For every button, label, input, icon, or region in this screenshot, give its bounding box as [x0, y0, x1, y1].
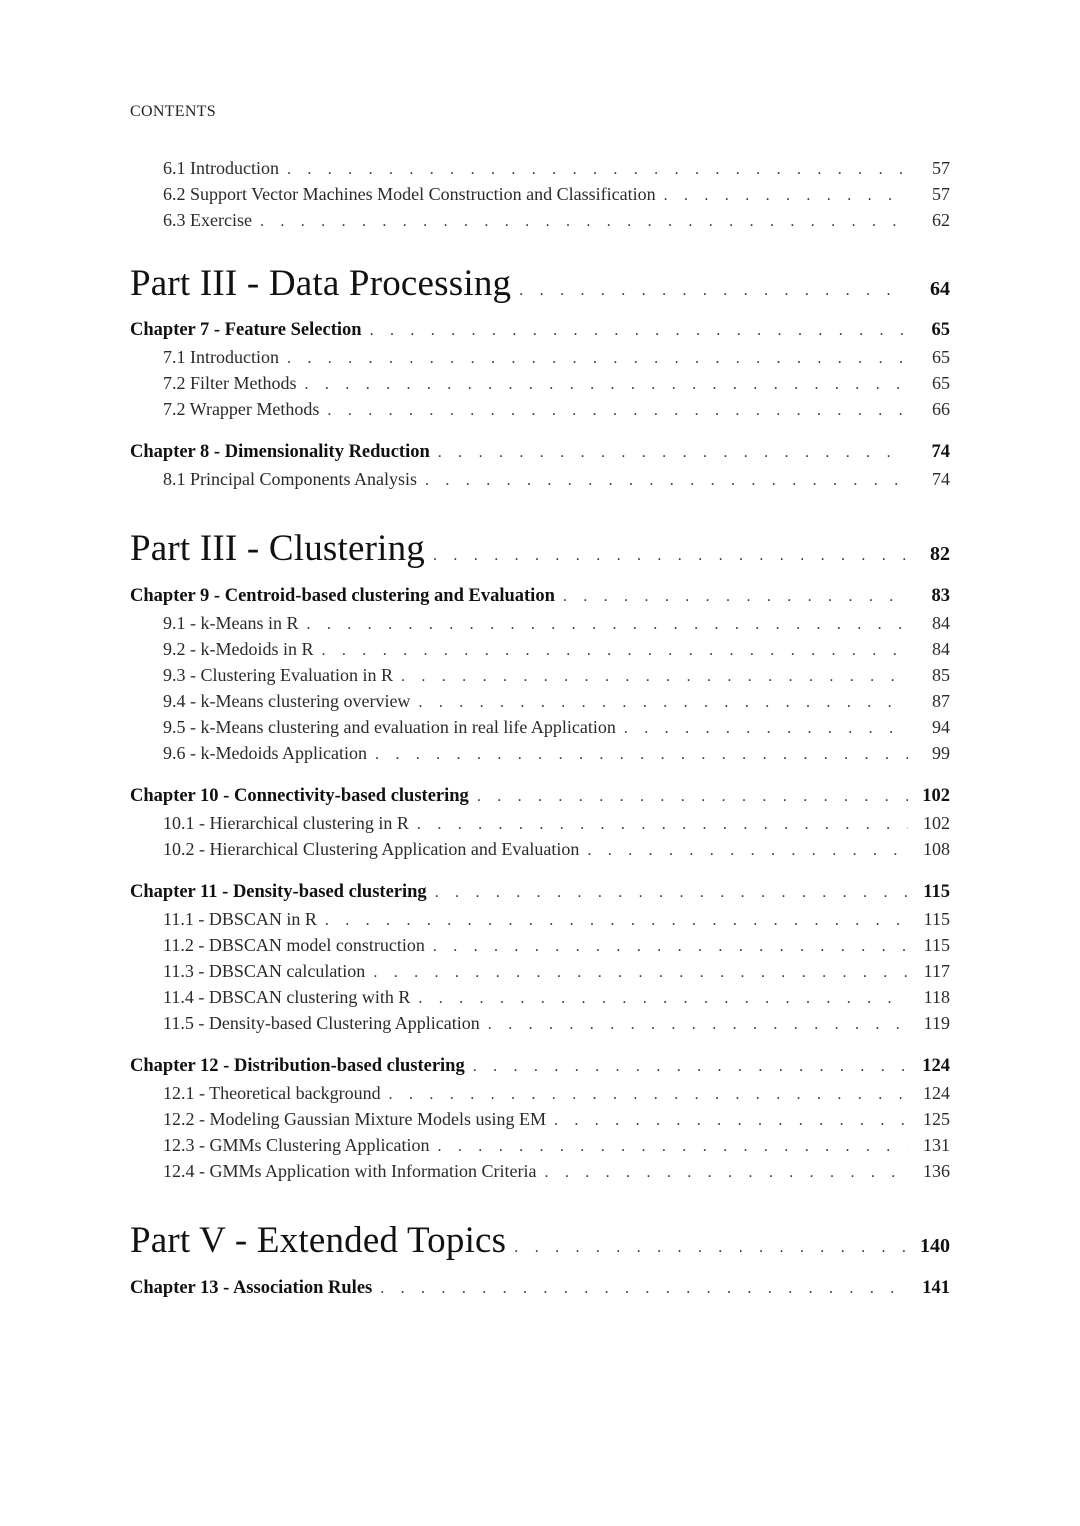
toc-page-number: 108: [923, 839, 950, 859]
toc-entry-8-1[interactable]: [130, 469, 950, 490]
toc-part-label: Part III - Data Processing: [130, 262, 519, 305]
toc-entry-label: 11.3 - DBSCAN calculation: [130, 961, 373, 982]
toc-page-number: 102: [923, 813, 950, 833]
dot-leader: [473, 1058, 908, 1076]
toc-entry-6-1[interactable]: [130, 158, 950, 179]
toc-entry-label: 9.5 - k-Means clustering and evaluation in real life Application: [130, 717, 624, 738]
toc-page-number: 83: [931, 586, 950, 606]
toc-entry-12-4[interactable]: [130, 1161, 950, 1182]
toc-page-number: 140: [920, 1235, 950, 1257]
toc-page-number: 131: [923, 1135, 950, 1155]
toc-part-label: Part V - Extended Topics: [130, 1219, 514, 1262]
toc-page-number: 84: [932, 639, 950, 659]
toc-page-number: 115: [923, 882, 950, 902]
dot-leader: [370, 322, 908, 340]
toc-chapter-label: Chapter 13 - Association Rules: [130, 1278, 380, 1299]
dot-leader: [418, 694, 908, 712]
toc-entry-7-2-filter[interactable]: [130, 373, 950, 394]
toc-page-number: 124: [922, 1056, 950, 1076]
toc-entry-label: 11.1 - DBSCAN in R: [130, 909, 325, 930]
dot-leader: [438, 444, 908, 462]
toc-entry-label: 10.1 - Hierarchical clustering in R: [130, 813, 417, 834]
toc-entry-label: 7.2 Filter Methods: [130, 373, 305, 394]
toc-entry-9-1[interactable]: [130, 613, 950, 634]
toc-page-number: 62: [932, 210, 950, 230]
toc-entry-7-2-wrapper[interactable]: [130, 399, 950, 420]
toc-entry-6-2[interactable]: [130, 184, 950, 205]
dot-leader: [438, 1138, 909, 1156]
toc-part-extended-topics[interactable]: [130, 1219, 950, 1262]
toc-page-number: 102: [922, 786, 950, 806]
dot-leader: [514, 1239, 906, 1257]
toc-page-number: 117: [923, 961, 950, 981]
dot-leader: [380, 1280, 908, 1298]
toc-entry-11-4[interactable]: [130, 987, 950, 1008]
toc-part-label: Part III - Clustering: [130, 527, 433, 570]
dot-leader: [417, 816, 908, 834]
toc-page-number: 65: [932, 347, 950, 367]
toc-chapter-label: Chapter 12 - Distribution-based clustering: [130, 1056, 473, 1077]
toc-entry-6-3[interactable]: [130, 210, 950, 231]
toc-entry-label: 9.4 - k-Means clustering overview: [130, 691, 418, 712]
toc-page-number: 64: [930, 278, 950, 300]
toc-entry-label: 11.2 - DBSCAN model construction: [130, 935, 433, 956]
toc-entry-label: 10.2 - Hierarchical Clustering Application and Evaluation: [130, 839, 587, 860]
toc-entry-label: 7.1 Introduction: [130, 347, 287, 368]
toc-entry-label: 12.1 - Theoretical background: [130, 1083, 389, 1104]
toc-page-number: 115: [923, 909, 950, 929]
toc-chapter-12[interactable]: [130, 1056, 950, 1077]
toc-chapter-label: Chapter 8 - Dimensionality Reduction: [130, 442, 438, 463]
toc-entry-9-2[interactable]: [130, 639, 950, 660]
toc-page-number: 74: [931, 442, 950, 462]
toc-page-number: 87: [932, 691, 950, 711]
toc-page-number: 74: [932, 469, 950, 489]
toc-entry-9-6[interactable]: [130, 743, 950, 764]
toc-entry-label: 7.2 Wrapper Methods: [130, 399, 327, 420]
toc-entry-12-1[interactable]: [130, 1083, 950, 1104]
dot-leader: [624, 720, 908, 738]
toc-entry-label: 9.1 - k-Means in R: [130, 613, 306, 634]
dot-leader: [373, 964, 908, 982]
toc-entry-label: 9.3 - Clustering Evaluation in R: [130, 665, 401, 686]
dot-leader: [375, 746, 908, 764]
dot-leader: [287, 350, 908, 368]
toc-page-number: 115: [923, 935, 950, 955]
toc-entry-label: 12.2 - Modeling Gaussian Mixture Models using EM: [130, 1109, 554, 1130]
toc-page-number: 119: [923, 1013, 950, 1033]
toc-entry-label: 11.5 - Density-based Clustering Application: [130, 1013, 488, 1034]
toc-chapter-10[interactable]: [130, 786, 950, 807]
toc-chapter-label: Chapter 7 - Feature Selection: [130, 320, 370, 341]
toc-page-number: 125: [923, 1109, 950, 1129]
dot-leader: [664, 187, 908, 205]
toc-entry-label: 8.1 Principal Components Analysis: [130, 469, 425, 490]
toc-chapter-9[interactable]: [130, 586, 950, 607]
toc-entry-11-3[interactable]: [130, 961, 950, 982]
toc-entry-9-4[interactable]: [130, 691, 950, 712]
toc-part-data-processing[interactable]: [130, 262, 950, 305]
dot-leader: [327, 402, 908, 420]
dot-leader: [306, 616, 908, 634]
dot-leader: [287, 161, 908, 179]
toc-page-number: 82: [930, 543, 950, 565]
toc-page-number: 99: [932, 743, 950, 763]
toc-page-number: 65: [932, 373, 950, 393]
toc-chapter-label: Chapter 9 - Centroid-based clustering and Evaluation: [130, 586, 563, 607]
toc-entry-label: 12.3 - GMMs Clustering Application: [130, 1135, 438, 1156]
toc-chapter-13[interactable]: [130, 1278, 950, 1299]
toc-entry-11-1[interactable]: [130, 909, 950, 930]
toc-page-number: 84: [932, 613, 950, 633]
toc-entry-12-3[interactable]: [130, 1135, 950, 1156]
toc-page-number: 85: [932, 665, 950, 685]
toc-entry-9-5[interactable]: [130, 717, 950, 738]
dot-leader: [435, 884, 908, 902]
dot-leader: [554, 1112, 908, 1130]
toc-page-number: 66: [932, 399, 950, 419]
dot-leader: [587, 842, 908, 860]
toc-entry-10-2[interactable]: [130, 839, 950, 860]
toc-chapter-label: Chapter 10 - Connectivity-based clustering: [130, 786, 477, 807]
toc-entry-label: 6.2 Support Vector Machines Model Construction and Classification: [130, 184, 664, 205]
table-of-contents: [130, 0, 950, 1526]
dot-leader: [433, 938, 908, 956]
toc-entry-7-1[interactable]: [130, 347, 950, 368]
toc-page-number: 65: [931, 320, 950, 340]
dot-leader: [477, 788, 908, 806]
toc-entry-label: 12.4 - GMMs Application with Information Criteria: [130, 1161, 544, 1182]
toc-part-clustering[interactable]: [130, 527, 950, 570]
toc-page-number: 94: [932, 717, 950, 737]
toc-entry-label: 6.1 Introduction: [130, 158, 287, 179]
dot-leader: [401, 668, 908, 686]
toc-page-number: 141: [922, 1278, 950, 1298]
dot-leader: [425, 472, 908, 490]
dot-leader: [389, 1086, 908, 1104]
toc-chapter-8[interactable]: [130, 442, 950, 463]
running-head: CONTENTS: [130, 103, 216, 120]
toc-page-number: 124: [923, 1083, 950, 1103]
dot-leader: [519, 282, 908, 300]
toc-entry-10-1[interactable]: [130, 813, 950, 834]
dot-leader: [488, 1016, 908, 1034]
dot-leader: [544, 1164, 908, 1182]
toc-page-number: 118: [923, 987, 950, 1007]
dot-leader: [260, 213, 908, 231]
toc-entry-11-5[interactable]: [130, 1013, 950, 1034]
toc-page-number: 57: [932, 184, 950, 204]
dot-leader: [433, 547, 908, 565]
toc-entry-12-2[interactable]: [130, 1109, 950, 1130]
toc-entry-label: 6.3 Exercise: [130, 210, 260, 231]
toc-chapter-label: Chapter 11 - Density-based clustering: [130, 882, 435, 903]
dot-leader: [325, 912, 908, 930]
toc-chapter-7[interactable]: [130, 320, 950, 341]
toc-entry-label: 9.6 - k-Medoids Application: [130, 743, 375, 764]
toc-entry-9-3[interactable]: [130, 665, 950, 686]
dot-leader: [418, 990, 908, 1008]
toc-entry-11-2[interactable]: [130, 935, 950, 956]
toc-entry-label: 9.2 - k-Medoids in R: [130, 639, 322, 660]
toc-page-number: 136: [923, 1161, 950, 1181]
toc-chapter-11[interactable]: [130, 882, 950, 903]
dot-leader: [305, 376, 909, 394]
dot-leader: [563, 588, 908, 606]
dot-leader: [322, 642, 909, 660]
toc-page-number: 57: [932, 158, 950, 178]
toc-entry-label: 11.4 - DBSCAN clustering with R: [130, 987, 418, 1008]
